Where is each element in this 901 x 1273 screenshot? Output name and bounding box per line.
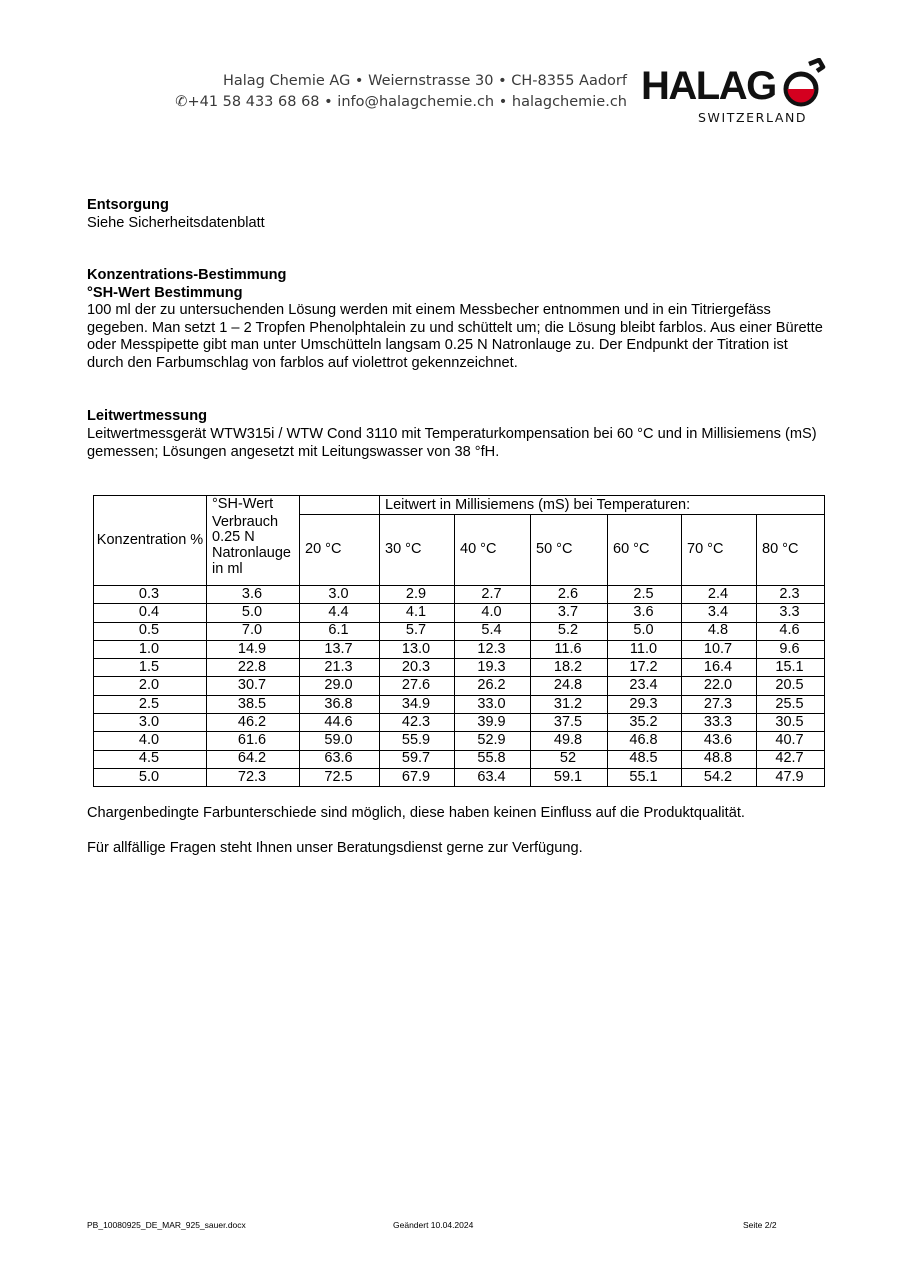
cell-conductivity: 29.3	[608, 695, 682, 713]
cell-conductivity: 12.3	[455, 640, 531, 658]
cell-sh-value: 22.8	[207, 659, 300, 677]
cell-sh-value: 30.7	[207, 677, 300, 695]
header-sh-rest: Verbrauch 0.25 N Natronlauge in ml	[207, 515, 300, 586]
cell-conductivity: 3.0	[300, 586, 380, 604]
cell-conductivity: 25.5	[757, 695, 825, 713]
cell-conductivity: 23.4	[608, 677, 682, 695]
cell-conductivity: 43.6	[682, 732, 757, 750]
cell-conductivity: 31.2	[531, 695, 608, 713]
company-address: Halag Chemie AG • Weiernstrasse 30 • CH-8355 Aadorf	[222, 73, 627, 89]
cell-conductivity: 5.4	[455, 622, 531, 640]
cell-conductivity: 2.5	[608, 586, 682, 604]
header-temp: 20 °C	[300, 515, 380, 586]
cell-sh-value: 72.3	[207, 768, 300, 786]
phone-icon: ✆	[175, 94, 188, 110]
cell-conductivity: 46.8	[608, 732, 682, 750]
cell-conductivity: 40.7	[757, 732, 825, 750]
cell-concentration: 2.0	[94, 677, 207, 695]
cell-conductivity: 24.8	[531, 677, 608, 695]
cell-conductivity: 13.0	[380, 640, 455, 658]
cell-concentration: 1.0	[94, 640, 207, 658]
header-temp: 70 °C	[682, 515, 757, 586]
cell-conductivity: 5.7	[380, 622, 455, 640]
cell-conductivity: 13.7	[300, 640, 380, 658]
sh-heading: °SH-Wert Bestimmung	[87, 285, 243, 301]
cell-concentration: 0.5	[94, 622, 207, 640]
cell-conductivity: 49.8	[531, 732, 608, 750]
note-color: Chargenbedingte Farbunterschiede sind möglich, diese haben keinen Einfluss auf die Produktqualität.	[87, 805, 745, 821]
cell-conductivity: 4.0	[455, 604, 531, 622]
cell-sh-value: 38.5	[207, 695, 300, 713]
cell-conductivity: 52	[531, 750, 608, 768]
cell-conductivity: 55.8	[455, 750, 531, 768]
cell-conductivity: 9.6	[757, 640, 825, 658]
cell-conductivity: 2.4	[682, 586, 757, 604]
cell-conductivity: 35.2	[608, 714, 682, 732]
cell-conductivity: 2.3	[757, 586, 825, 604]
cell-conductivity: 15.1	[757, 659, 825, 677]
cell-conductivity: 11.0	[608, 640, 682, 658]
cell-concentration: 4.5	[94, 750, 207, 768]
footer-filename: PB_10080925_DE_MAR_925_sauer.docx	[87, 1220, 246, 1230]
header-concentration: Konzentration %	[94, 496, 207, 586]
cell-conductivity: 4.8	[682, 622, 757, 640]
cell-conductivity: 72.5	[300, 768, 380, 786]
cell-conductivity: 44.6	[300, 714, 380, 732]
cell-conductivity: 52.9	[455, 732, 531, 750]
table-row	[94, 586, 825, 604]
cell-conductivity: 11.6	[531, 640, 608, 658]
cell-conductivity: 33.3	[682, 714, 757, 732]
cell-sh-value: 46.2	[207, 714, 300, 732]
cell-conductivity: 59.0	[300, 732, 380, 750]
cell-conductivity: 27.6	[380, 677, 455, 695]
footer-page-number: Seite 2/2	[743, 1220, 777, 1230]
table-row	[94, 695, 825, 713]
header-temp: 30 °C	[380, 515, 455, 586]
table-row	[94, 750, 825, 768]
conductivity-table	[93, 495, 825, 787]
header-temp: 80 °C	[757, 515, 825, 586]
cell-conductivity: 20.3	[380, 659, 455, 677]
cell-conductivity: 34.9	[380, 695, 455, 713]
cell-conductivity: 48.8	[682, 750, 757, 768]
cell-conductivity: 27.3	[682, 695, 757, 713]
cell-conductivity: 39.9	[455, 714, 531, 732]
cell-conductivity: 3.4	[682, 604, 757, 622]
cell-conductivity: 4.4	[300, 604, 380, 622]
note-support: Für allfällige Fragen steht Ihnen unser Beratungsdienst gerne zur Verfügung.	[87, 840, 583, 856]
cell-conductivity: 4.1	[380, 604, 455, 622]
header-temp: 50 °C	[531, 515, 608, 586]
table-row	[94, 768, 825, 786]
cell-conductivity: 21.3	[300, 659, 380, 677]
company-contact	[175, 94, 627, 110]
cell-conductivity: 42.7	[757, 750, 825, 768]
konzentration-heading: Konzentrations-Bestimmung	[87, 267, 287, 283]
flask-logo-icon	[779, 58, 827, 110]
cell-concentration: 4.0	[94, 732, 207, 750]
cell-conductivity: 16.4	[682, 659, 757, 677]
cell-conductivity: 5.0	[608, 622, 682, 640]
table-row	[94, 640, 825, 658]
cell-concentration: 5.0	[94, 768, 207, 786]
cell-conductivity: 3.7	[531, 604, 608, 622]
cell-sh-value: 61.6	[207, 732, 300, 750]
cell-concentration: 0.3	[94, 586, 207, 604]
table-row	[94, 714, 825, 732]
cell-conductivity: 55.1	[608, 768, 682, 786]
cell-conductivity: 59.1	[531, 768, 608, 786]
header-blank	[300, 496, 380, 515]
cell-conductivity: 4.6	[757, 622, 825, 640]
logo-subtitle: SWITZERLAND	[698, 110, 808, 125]
cell-conductivity: 17.2	[608, 659, 682, 677]
cell-conductivity: 29.0	[300, 677, 380, 695]
cell-conductivity: 22.0	[682, 677, 757, 695]
cell-conductivity: 3.3	[757, 604, 825, 622]
cell-concentration: 1.5	[94, 659, 207, 677]
cell-concentration: 2.5	[94, 695, 207, 713]
cell-sh-value: 7.0	[207, 622, 300, 640]
cell-sh-value: 64.2	[207, 750, 300, 768]
cell-conductivity: 59.7	[380, 750, 455, 768]
cell-conductivity: 6.1	[300, 622, 380, 640]
cell-conductivity: 18.2	[531, 659, 608, 677]
cell-conductivity: 36.8	[300, 695, 380, 713]
cell-sh-value: 5.0	[207, 604, 300, 622]
cell-concentration: 3.0	[94, 714, 207, 732]
cell-conductivity: 30.5	[757, 714, 825, 732]
logo-text: HALAG	[641, 64, 776, 108]
cell-conductivity: 63.6	[300, 750, 380, 768]
header-sh-top: °SH-Wert	[207, 496, 300, 515]
table-row	[94, 659, 825, 677]
entsorgung-heading: Entsorgung	[87, 197, 169, 213]
cell-conductivity: 2.9	[380, 586, 455, 604]
cell-sh-value: 3.6	[207, 586, 300, 604]
table-row	[94, 604, 825, 622]
cell-conductivity: 47.9	[757, 768, 825, 786]
cell-conductivity: 20.5	[757, 677, 825, 695]
cell-conductivity: 2.7	[455, 586, 531, 604]
cell-conductivity: 63.4	[455, 768, 531, 786]
cell-conductivity: 5.2	[531, 622, 608, 640]
table-row	[94, 677, 825, 695]
cell-conductivity: 3.6	[608, 604, 682, 622]
header-temp: 60 °C	[608, 515, 682, 586]
cell-conductivity: 48.5	[608, 750, 682, 768]
leitwert-paragraph: Leitwertmessgerät WTW315i / WTW Cond 3110 mit Temperaturkompensation bei 60 °C und in Millisiemens (mS) gemessen; Lösungen angesetzt mit Leitungswasser von 38 °fH.	[87, 426, 817, 460]
cell-sh-value: 14.9	[207, 640, 300, 658]
contact-text: +41 58 433 68 68 • info@halagchemie.ch • halagchemie.ch	[187, 94, 627, 110]
table-row	[94, 622, 825, 640]
cell-concentration: 0.4	[94, 604, 207, 622]
entsorgung-text: Siehe Sicherheitsdatenblatt	[87, 215, 265, 231]
cell-conductivity: 42.3	[380, 714, 455, 732]
cell-conductivity: 37.5	[531, 714, 608, 732]
cell-conductivity: 26.2	[455, 677, 531, 695]
cell-conductivity: 55.9	[380, 732, 455, 750]
leitwert-heading: Leitwertmessung	[87, 408, 208, 424]
cell-conductivity: 33.0	[455, 695, 531, 713]
cell-conductivity: 54.2	[682, 768, 757, 786]
footer-changed-date: Geändert 10.04.2024	[393, 1220, 474, 1230]
cell-conductivity: 67.9	[380, 768, 455, 786]
sh-paragraph: 100 ml der zu untersuchenden Lösung werden mit einem Messbecher entnommen und in ein Titriergefäss gegeben. Man setzt 1 – 2 Tropfen Phenolphtalein zu und schüttelt um; die Lösung bleibt farblos. Aus einer Bürette oder Messpipette gibt man unter Umschütteln langsam 0.25 N Natronlauge zu. Der Endpunkt der Titration ist durch den Farbumschlag von farblos auf violettrot gekennzeichnet.	[87, 302, 823, 372]
table-row	[94, 732, 825, 750]
header-leitwert-group: Leitwert in Millisiemens (mS) bei Temperaturen:	[380, 496, 825, 515]
cell-conductivity: 10.7	[682, 640, 757, 658]
cell-conductivity: 19.3	[455, 659, 531, 677]
cell-conductivity: 2.6	[531, 586, 608, 604]
header-temp: 40 °C	[455, 515, 531, 586]
